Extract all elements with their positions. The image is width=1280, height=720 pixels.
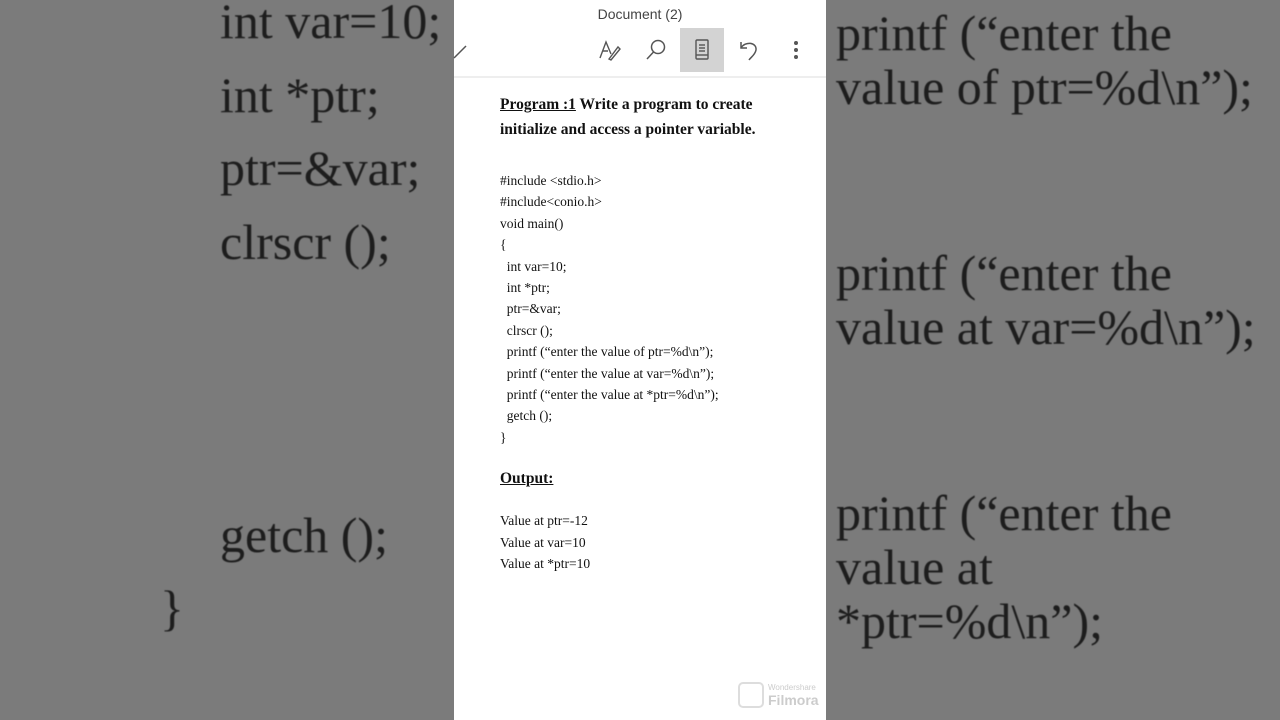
bg-code-line: int var=10; — [195, 0, 442, 49]
search-icon[interactable] — [634, 28, 678, 72]
code-line: clrscr (); — [500, 322, 553, 338]
document-viewer — [454, 0, 826, 720]
output-line: Value at ptr=-12 — [500, 513, 588, 529]
output-line: Value at var=10 — [500, 534, 586, 550]
bg-code-line: ptr=&var; — [195, 140, 421, 196]
code-line: int var=10; — [500, 258, 567, 274]
code-line: printf (“enter the value at var=%d\n”); — [500, 365, 715, 381]
code-line: } — [500, 429, 507, 445]
filmora-watermark — [738, 682, 819, 708]
code-block — [500, 170, 810, 448]
reading-view-icon[interactable] — [680, 28, 724, 72]
bg-code-line: printf (“enter the value at var=%d\n”); — [836, 245, 1256, 355]
code-line: #include <stdio.h> — [500, 173, 602, 188]
pen-icon[interactable] — [440, 28, 484, 72]
bg-code-line: getch (); — [195, 507, 388, 563]
program-title: Write a program to create initialize and access a pointer variable. — [500, 96, 756, 138]
code-line: { — [500, 237, 507, 253]
document-title: Document (2) — [597, 6, 683, 22]
output-heading: Output: — [500, 470, 554, 488]
code-line: printf (“enter the value at *ptr=%d\n”); — [500, 387, 719, 403]
bg-code-line: printf (“enter the value at *ptr=%d\n”); — [836, 485, 1172, 649]
bg-code-line: } — [160, 580, 184, 636]
watermark-brand: Wondershare — [768, 682, 816, 692]
code-line: int *ptr; — [500, 280, 550, 296]
draw-icon[interactable] — [587, 28, 631, 72]
code-line: getch (); — [500, 408, 553, 424]
watermark-product: Filmora — [768, 691, 819, 708]
document-page — [500, 92, 810, 575]
code-line: ptr=&var; — [500, 301, 561, 317]
code-line: void main() — [500, 215, 564, 231]
program-heading — [500, 92, 810, 142]
output-block — [500, 510, 810, 575]
bg-code-line: printf (“enter the value of ptr=%d\n”); — [836, 5, 1253, 115]
filmora-logo-icon — [738, 682, 764, 708]
code-line: #include<conio.h> — [500, 194, 602, 210]
bg-code-line: clrscr (); — [195, 214, 391, 270]
program-label: Program :1 — [500, 96, 576, 113]
code-line: printf (“enter the value of ptr=%d\n”); — [500, 344, 714, 360]
bg-code-line: int *ptr; — [195, 67, 380, 123]
undo-icon[interactable] — [727, 28, 771, 72]
toolbar — [454, 0, 826, 78]
output-line: Value at *ptr=10 — [500, 556, 591, 572]
more-icon[interactable] — [774, 28, 818, 72]
